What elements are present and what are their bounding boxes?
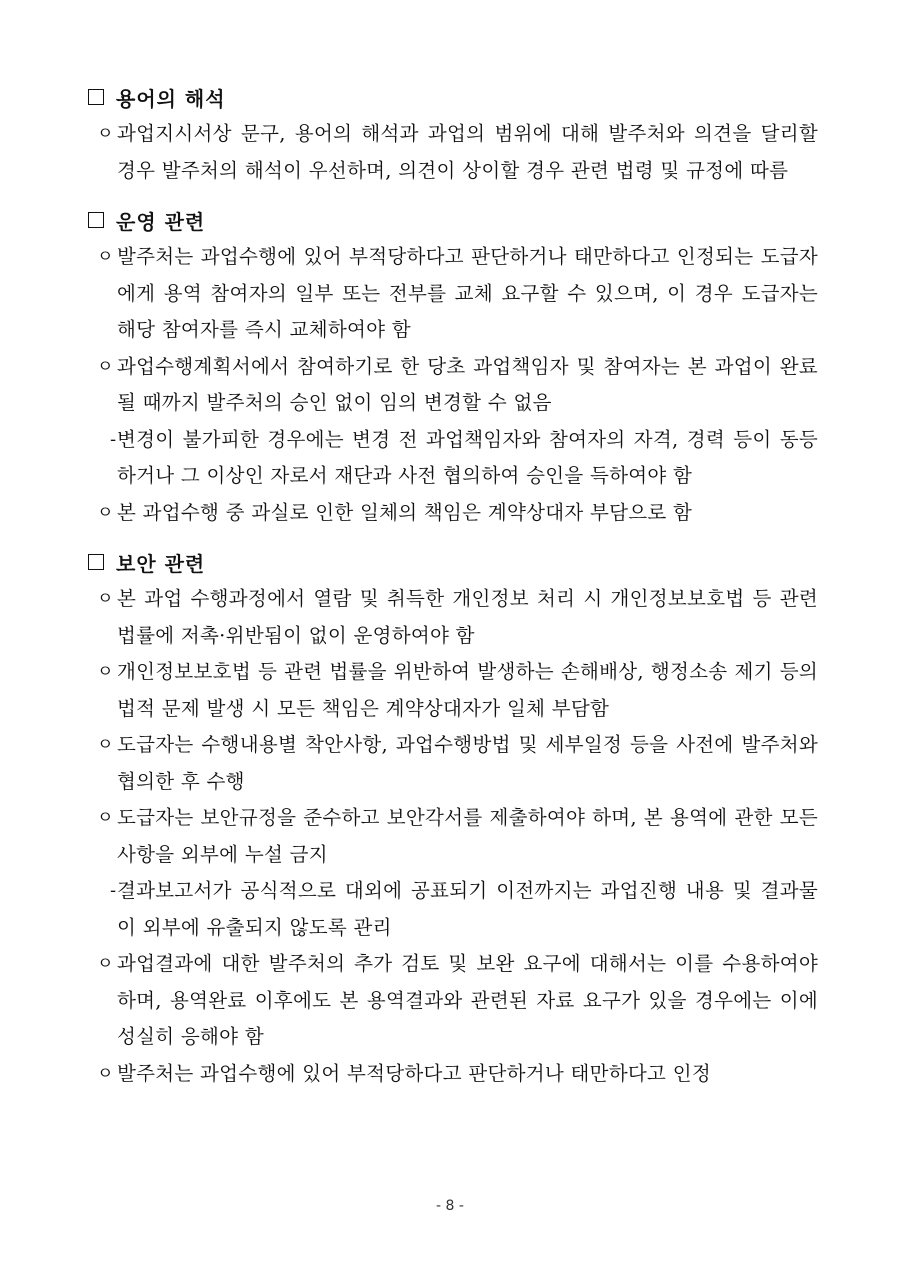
section-title-text: 용어의 해석 [116,86,226,111]
checkbox-icon [88,89,104,105]
bullet-marker: ㅇ [97,356,114,377]
list-item [88,116,818,189]
item-text: 발주처는 과업수행에 있어 부적당하다고 판단하거나 태만하다고 인정 [117,1061,711,1085]
list-item [88,581,818,654]
bullet-marker: ㅇ [97,662,114,682]
item-text: 변경이 불가피한 경우에는 변경 전 과업책임자와 참여자의 자격, 경력 등이 동등하거나 그 이상인 자로서 재단과 사전 협의하여 승인을 득하여야 함 [117,427,818,487]
section-operation [88,201,818,531]
bullet-marker: ㅇ [97,808,114,828]
sub-list-item [88,422,818,495]
list-item [88,800,818,873]
list-item [88,654,818,727]
section-title-text: 보안 관련 [116,551,206,576]
list-item [88,349,818,422]
item-text: 도급자는 수행내용별 착안사항, 과업수행방법 및 세부일정 등을 사전에 발주처와 협의한 후 수행 [117,733,818,793]
item-text: 본 과업 수행과정에서 열람 및 취득한 개인정보 처리 시 개인정보보호법 등 관련 법률에 저촉·위반됨이 없이 운영하여야 함 [117,587,818,647]
dash-marker: - [110,881,117,901]
dash-marker: - [110,429,117,450]
section-title [88,78,818,116]
item-text: 과업결과에 대한 발주처의 추가 검토 및 보완 요구에 대해서는 이를 수용하여야 하며, 용역완료 이후에도 본 용역결과와 관련된 자료 요구가 있을 경우에는 이에 성실히 응해야 함 [117,952,818,1048]
list-item [88,239,818,349]
item-text: 본 과업수행 중 과실로 인한 일체의 책임은 계약상대자 부담으로 함 [117,500,693,524]
item-text: 결과보고서가 공식적으로 대외에 공표되기 이전까지는 과업진행 내용 및 결과물이 외부에 유출되지 않도록 관리 [117,879,818,939]
bullet-marker: ㅇ [97,247,114,267]
item-text: 개인정보보호법 등 관련 법률을 위반하여 발생하는 손해배상, 행정소송 제기 등의 법적 문제 발생 시 모든 책임은 계약상대자가 일체 부담함 [117,660,818,720]
list-item [88,1056,818,1093]
checkbox-icon [88,212,104,228]
bullet-marker: ㅇ [97,502,114,523]
list-item [88,727,818,800]
page-number: - 8 - [436,1198,464,1214]
checkbox-icon [88,554,104,570]
section-terms [88,78,818,189]
item-text: 과업수행계획서에서 참여하기로 한 당초 과업책임자 및 참여자는 본 과업이 완료될 때까지 발주처의 승인 없이 임의 변경할 수 없음 [117,354,818,414]
item-text: 도급자는 보안규정을 준수하고 보안각서를 제출하여야 하며, 본 용역에 관한 모든 사항을 외부에 누설 금지 [117,806,818,866]
document-page [88,78,818,1104]
sub-list-item [88,873,818,946]
list-item [88,946,818,1056]
item-text: 발주처는 과업수행에 있어 부적당하다고 판단하거나 태만하다고 인정되는 도급자에게 용역 참여자의 일부 또는 전부를 교체 요구할 수 있으며, 이 경우 도급자는 해당 참여자를 즉시 교체하여야 함 [117,245,818,341]
section-security [88,543,818,1092]
section-title [88,543,818,581]
bullet-marker: ㅇ [97,124,114,144]
section-title-text: 운영 관련 [116,209,206,234]
section-title [88,201,818,239]
item-text: 과업지시서상 문구, 용어의 해석과 과업의 범위에 대해 발주처와 의견을 달리할 경우 발주처의 해석이 우선하며, 의견이 상이할 경우 관련 법령 및 규정에 따름 [117,122,818,182]
bullet-marker: ㅇ [97,1063,114,1084]
bullet-marker: ㅇ [97,735,114,755]
bullet-marker: ㅇ [97,589,114,609]
list-item [88,495,818,532]
bullet-marker: ㅇ [97,954,114,974]
